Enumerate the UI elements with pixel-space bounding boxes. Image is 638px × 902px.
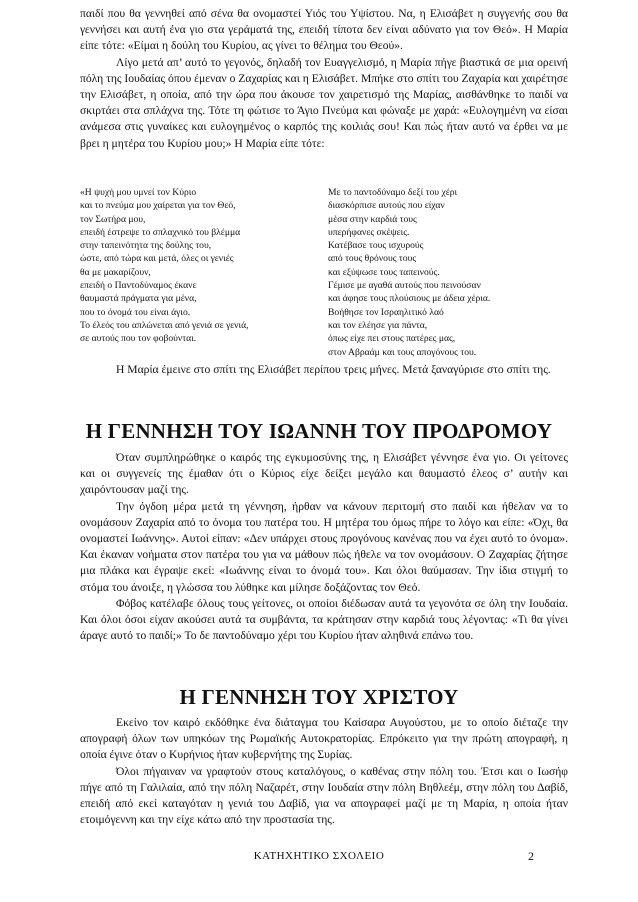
- poem-line: Με το παντοδύναμο δεξί του χέρι: [328, 187, 458, 198]
- poem-right-column: [328, 186, 568, 359]
- body-paragraph: Εκείνο τον καιρό εκδόθηκε ένα διάταγμα του Καίσαρα Αυγούστου, με το οποίο διέταζε την απογραφή όλων των υπηκόων της Ρωμαϊκής Αυτοκρατορίας. Επρόκειτο για την πρώτη απογραφή, η οποία έγινε όταν ο Κυρήνιος ήταν κυβερνήτης της Συρίας.: [80, 716, 568, 762]
- footer-title: ΚΑΤΗΧΗΤΙΚΟ ΣΧΟΛΕΙΟ: [253, 850, 385, 862]
- after-poem-text: [80, 362, 568, 378]
- body-paragraph: Όταν συμπληρώθηκε ο καιρός της εγκυμοσύνης της, η Ελισάβετ γέννησε ένα γιο. Οι γείτονες και οι συγγενείς της έμαθαν ότι ο Κύριος είχε δείξει μεγάλο και θαυμαστό έλεος σ’ αυτήν και χαιρόντουσαν μαζί της.: [80, 451, 568, 497]
- poem-line: στον Αβραάμ και τους απογόνους του.: [328, 346, 477, 358]
- poem-line: διασκόρπισε αυτούς που είχαν: [328, 200, 445, 212]
- poem-line: όπως είχε πει στους πατέρες μας,: [328, 333, 456, 345]
- poem-line: ώστε, από τώρα και μετά, όλες οι γενιές: [80, 253, 234, 265]
- poem-line: που το όνομά του είναι άγιο.: [80, 306, 191, 318]
- poem-line: σε αυτούς που τον φοβούνται.: [80, 333, 197, 345]
- after-poem-paragraph: Η Μαρία έμεινε στο σπίτι της Ελισάβετ περίπου τρεις μήνες. Μετά ξαναγύρισε στο σπίτι της.: [116, 363, 551, 376]
- body-paragraph: Την όγδοη μέρα μετά τη γέννηση, ήρθαν να κάνουν περιτομή στο παιδί και ήθελαν να το ονομάσουν Ζαχαρία από το όνομα του πατέρα του. Η μητέρα του όμως πήρε το λόγο και είπε: «Όχι, θα ονομαστεί Ιωάννης». Αυτοί είπαν: «Δεν υπάρχει στους προγόνους κανένας που να έχει αυτό το όνομα». Και έκαναν νοήματα στον πατέρα του για να μάθουν πώς ήθελε να τον ονομάσουν. Ο Ζαχαρίας ζήτησε μια πλάκα και έγραψε εκεί: «Ιωάννης είναι το όνομά του». Και όλοι θαύμασαν. Την ίδια στιγμή το στόμα του άνοιξε, η γλώσσα του λύθηκε και μίλησε δοξάζοντας τον Θεό.: [80, 499, 568, 594]
- poem-line: θα με μακαρίζουν,: [80, 266, 151, 278]
- page-number: 2: [528, 849, 534, 863]
- poem-line: Το έλεός του απλώνεται από γενιά σε γενιά,: [80, 319, 249, 331]
- poem-line: θαυμαστά πράγματα για μένα,: [80, 293, 197, 305]
- poem-line: και τον ελέησε για πάντα,: [328, 319, 428, 331]
- intro-paragraph-1: παιδί που θα γεννηθεί από σένα θα ονομαστεί Υιός του Υψίστου. Να, η Ελισάβετ η συγγενής σου θα γεννήσει και αυτή ένα γιο στα γεράματά της, επειδή τίποτα δεν είναι αδύνατο για τον Θεό». Η Μαρία είπε τότε: «Είμαι η δούλη του Κυρίου, ας γίνει το θέλημα του Θεού».: [80, 7, 568, 53]
- poem-line: επειδή ο Παντοδύναμος έκανε: [80, 280, 197, 292]
- poem-line: στην ταπεινότητα της δούλης του,: [80, 240, 212, 252]
- poem-line: επειδή έστρεψε το σπλαχνικό του βλέμμα: [80, 226, 241, 238]
- poem-line: από τους θρόνους τους: [328, 253, 417, 265]
- intro-paragraph-2: Λίγο μετά απ’ αυτό το γεγονός, δηλαδή τον Ευαγγελισμό, η Μαρία πήγε βιαστικά σε μια ορεινή πόλη της Ιουδαίας όπου έμεναν ο Ζαχαρίας και η Ελισάβετ. Μπήκε στο σπίτι του Ζαχαρία και χαιρέτησε την Ελισάβετ, η οποία, από την ώρα που άκουσε τον χαιρετισμό της Μαρίας, αισθάνθηκε το παιδί να σκιρτάει στα σπλάχνα της. Τότε τη φώτισε το Άγιο Πνεύμα και φώναξε με χαρά: «Ευλογημένη να είσαι ανάμεσα στις γυναίκες και ευλογημένος ο καρπός της κοιλιάς σου! Και πώς ήταν αυτό να έρθει να με βρει η μητέρα του Κυρίου μου;» Η Μαρία είπε τότε:: [80, 55, 568, 150]
- poem-line: Βοήθησε τον Ισραηλιτικό λαό: [328, 306, 444, 318]
- poem-line: και άφησε τους πλούσιους με άδεια χέρια.: [328, 293, 491, 305]
- poem-line: υπερήφανες σκέψεις.: [328, 226, 410, 238]
- intro-text: [80, 6, 568, 152]
- poem-left-column: [80, 186, 328, 359]
- poem-line: και εξύψωσε τους ταπεινούς.: [328, 266, 440, 278]
- section-christ-text: [80, 715, 568, 828]
- section-heading-john: Η ΓΕΝΝΗΣΗ ΤΟΥ ΙΩΑΝΝΗ ΤΟΥ ΠΡΟΔΡΟΜΟΥ: [85, 419, 553, 443]
- section-john-text: [80, 450, 568, 644]
- poem-line: και το πνεύμα μου χαίρεται για τον Θεό,: [80, 200, 236, 212]
- magnificat-poem: [80, 186, 568, 359]
- body-paragraph: Όλοι πήγαιναν να γραφτούν στους καταλόγους, ο καθένας στην πόλη του. Έτσι και ο Ιωσήφ πήγε από τη Γαλιλαία, από την πόλη Ναζαρέτ, στην Ιουδαία στην πόλη Βηθλεέμ, στην πόλη του Δαβίδ, επειδή από εκεί καταγόταν η γενιά του Δαβίδ, για να απογραφεί μαζί με τη Μαρία, η οποία ήταν ετοιμόγεννη και την είχε κάτω από την προστασία της.: [80, 764, 568, 827]
- poem-line: Κατέβασε τους ισχυρούς: [328, 240, 424, 252]
- poem-line: τον Σωτήρα μου,: [80, 213, 146, 225]
- poem-line: Γέμισε με αγαθά αυτούς που πεινούσαν: [328, 280, 481, 292]
- poem-line: «Η ψυχή μου υμνεί τον Κύριο: [80, 187, 197, 198]
- body-paragraph: Φόβος κατέλαβε όλους τους γείτονες, οι οποίοι διέδωσαν αυτά τα γεγονότα σε όλη την Ιουδαία. Και όλοι όσοι είχαν ακούσει αυτά τα συμβάντα, τα κράτησαν στην καρδιά τους λέγοντας: «Τι θα γίνει άραγε αυτό το παιδί;» Το δε παντοδύναμο χέρι του Κυρίου ήταν αληθινά επάνω του.: [80, 596, 568, 643]
- section-heading-christ: Η ΓΕΝΝΗΣΗ ΤΟΥ ΧΡΙΣΤΟΥ: [179, 685, 459, 709]
- poem-line: μέσα στην καρδιά τους: [328, 213, 417, 225]
